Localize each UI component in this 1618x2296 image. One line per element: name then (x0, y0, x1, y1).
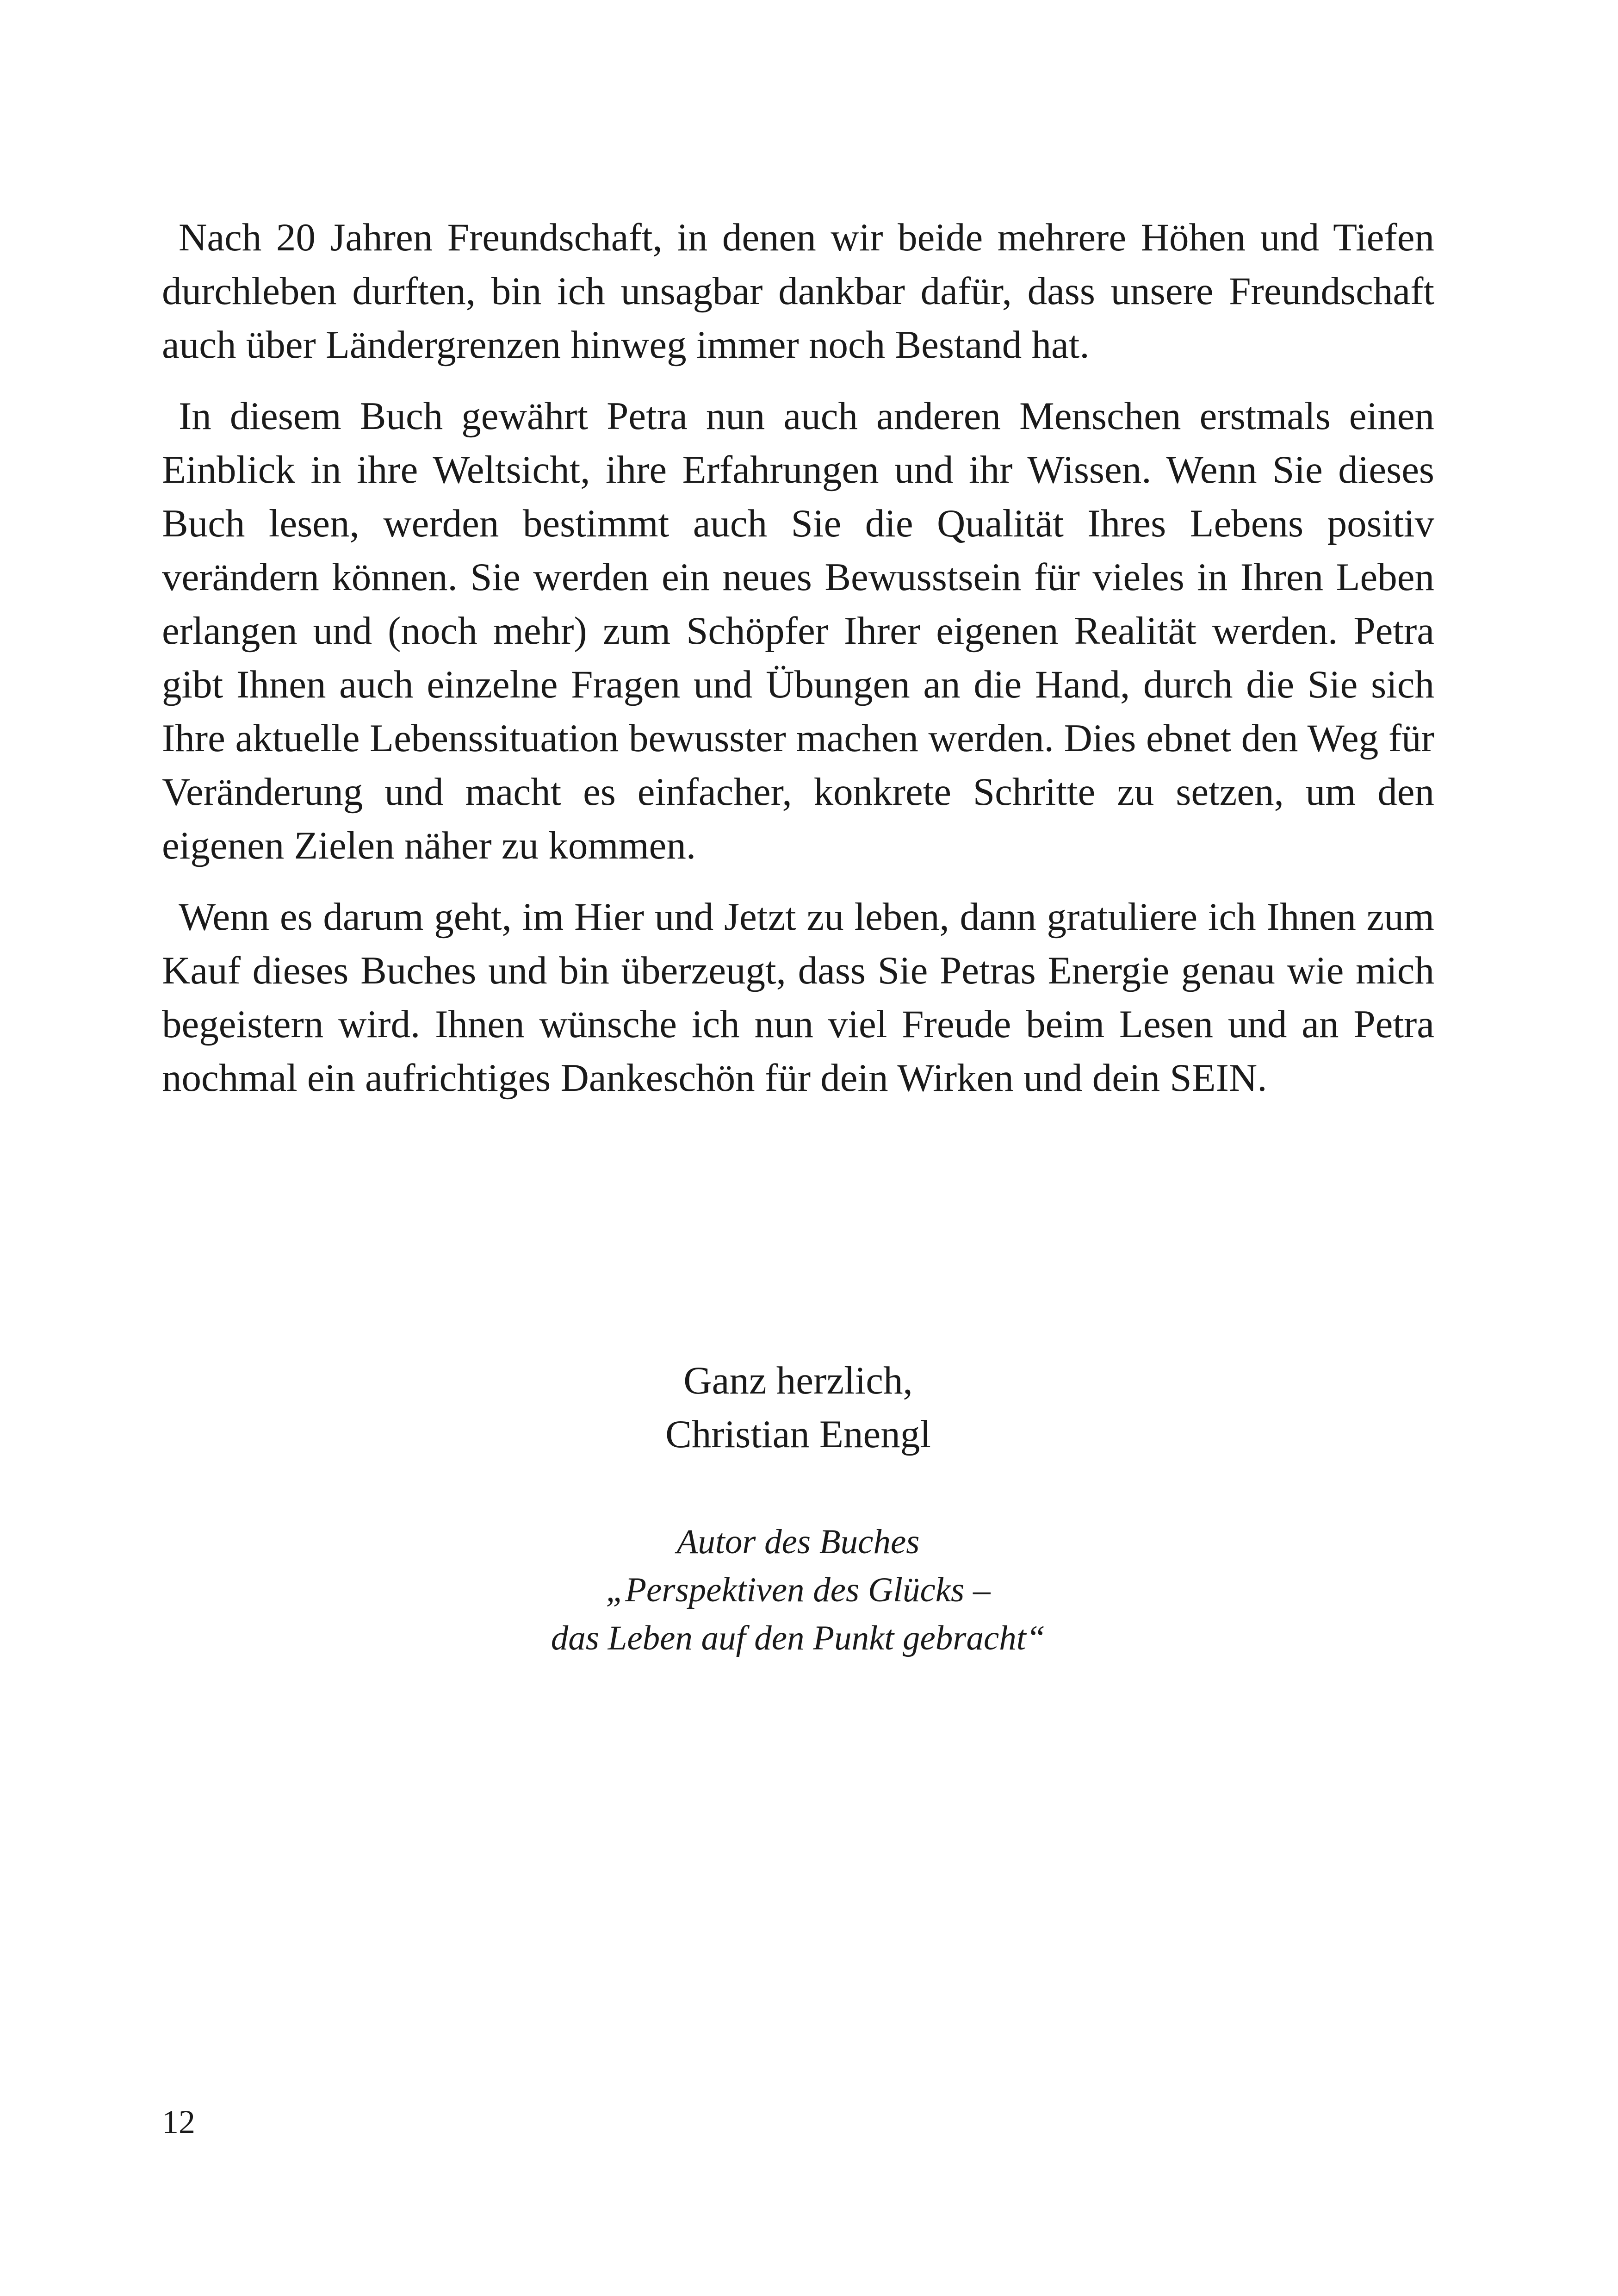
paragraph: Nach 20 Jahren Freundschaft, in denen wir beide mehrere Höhen und Tiefen durchleben durften, bin ich unsagbar dankbar dafür, dass unsere Freundschaft auch über Ländergrenzen hinweg immer noch Bestand hat. (162, 216, 1434, 367)
paragraph: Wenn es darum geht, im Hier und Jetzt zu leben, dann gratuliere ich Ihnen zum Kauf dieses Buches und bin überzeugt, dass Sie Petras Energie genau wie mich begeistern wird. Ihnen wünsche ich nun viel Freude beim Lesen und an Petra nochmal ein aufrichtiges Dankeschön für dein Wirken und dein SEIN. (162, 895, 1434, 1100)
author-note-line: „Perspektiven des Glücks – (606, 1571, 991, 1609)
paragraph: In diesem Buch gewährt Petra nun auch anderen Menschen erstmals einen Einblick in ihre Weltsicht, ihre Erfahrungen und ihr Wissen. Wenn Sie dieses Buch lesen, werden bestimmt auch Sie die Qualität Ihres Lebens positiv verändern können. Sie werden ein neues Bewusstsein für vieles in Ihren Leben erlangen und (noch mehr) zum Schöpfer Ihrer eigenen Realität werden. Petra gibt Ihnen auch einzelne Fragen und Übungen an die Hand, durch die Sie sich Ihre aktuelle Lebenssituation bewusster machen werden. Dies ebnet den Weg für Veränderung und macht es einfacher, konkrete Schritte zu setzen, um den eigenen Zielen näher zu kommen. (162, 394, 1434, 867)
greeting: Ganz herzlich, (683, 1359, 913, 1402)
page-number: 12 (162, 2103, 195, 2140)
body-text (162, 211, 1434, 1122)
author-note-line: Autor des Buches (676, 1523, 920, 1561)
author-note-line: das Leben auf den Punkt gebracht“ (551, 1619, 1046, 1657)
author-note (162, 1518, 1434, 1662)
sign-off (162, 1354, 1434, 1461)
signature-name: Christian Enengl (665, 1412, 931, 1456)
